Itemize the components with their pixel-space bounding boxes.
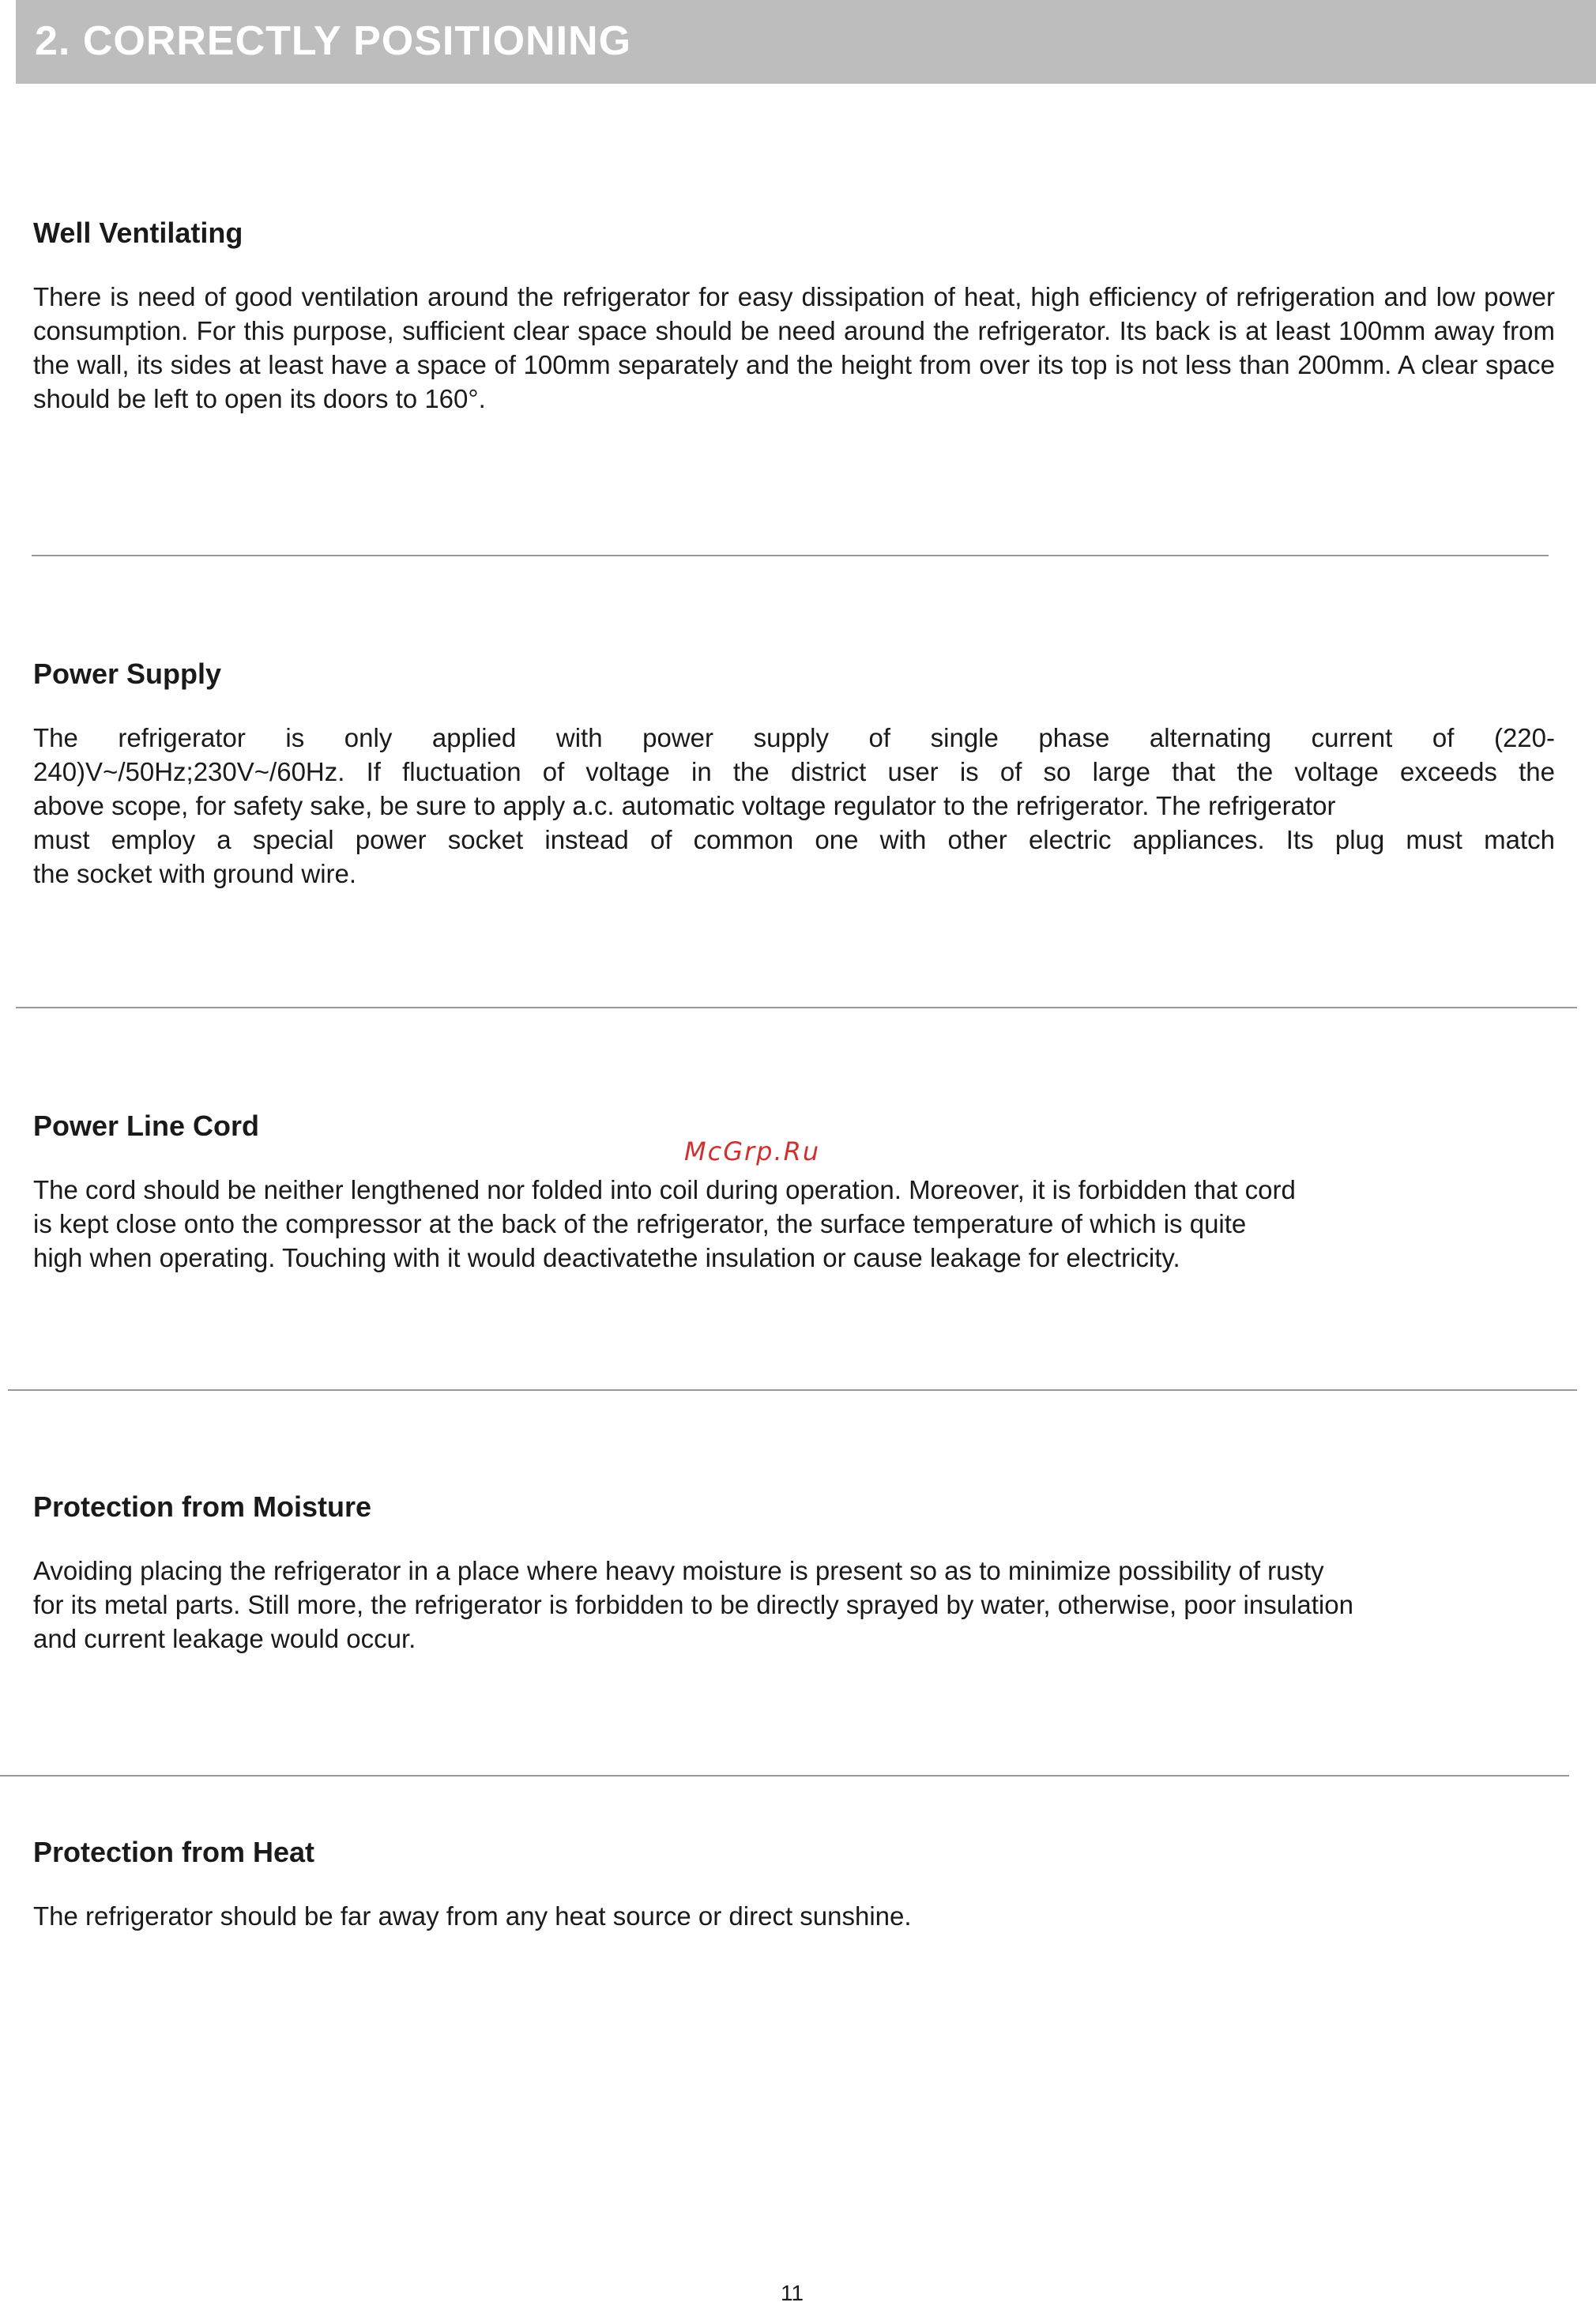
section-heading: Power Supply [33, 658, 222, 690]
body-line: 240)V~/50Hz;230V~/60Hz. If fluctuation of voltage in the district user is of so large that the voltage exceeds the [33, 757, 1555, 786]
body-line: is kept close onto the compressor at the back of the refrigerator, the surface temperature of which is quite [33, 1209, 1247, 1238]
body-line: the socket with ground wire. [33, 859, 357, 888]
body-line: The refrigerator is only applied with power supply of single phase alternating current of (220- [33, 723, 1555, 752]
section-divider [8, 1389, 1577, 1391]
section-well-ventilating [33, 217, 1555, 416]
page-number: 11 [781, 2281, 804, 2305]
section-body: The refrigerator should be far away from any heat source or direct sunshine. [33, 1901, 912, 1931]
section-power-supply [33, 658, 1555, 891]
body-line: must employ a special power socket instead of common one with other electric appliances. Its plug must match [33, 825, 1555, 854]
section-header-bar [16, 0, 1596, 84]
body-line: and current leakage would occur. [33, 1624, 416, 1653]
page-title: 2. CORRECTLY POSITIONING [35, 18, 632, 64]
section-protection-moisture [33, 1490, 1555, 1656]
section-body [33, 1173, 1555, 1275]
section-heading: Protection from Moisture [33, 1490, 372, 1523]
section-protection-heat [33, 1836, 1555, 1933]
section-heading: Protection from Heat [33, 1836, 315, 1868]
body-line: The cord should be neither lengthened nor folded into coil during operation. Moreover, it is forbidden that cord [33, 1175, 1296, 1204]
body-line: above scope, for safety sake, be sure to apply a.c. automatic voltage regulator to the refrigerator. The refrigerator [33, 791, 1336, 820]
body-line: Avoiding placing the refrigerator in a place where heavy moisture is present so as to minimize possibility of rusty [33, 1556, 1324, 1585]
section-divider [16, 1007, 1577, 1008]
watermark-text: McGrp.Ru [684, 1136, 821, 1166]
section-body: There is need of good ventilation around the refrigerator for easy dissipation of heat, high efficiency of refrigeration and low power consumption. For this purpose, sufficient clear space should be need around the refrigerator. Its back is at least 100mm away from the wall, its sides at least have a space of 100mm separately and the height from over its top is not less than 200mm. A clear space should be left to open its doors to 160°. [33, 282, 1555, 413]
section-body [33, 721, 1555, 891]
section-heading: Power Line Cord [33, 1110, 260, 1142]
section-divider [32, 555, 1549, 556]
body-line: high when operating. Touching with it would deactivatethe insulation or cause leakage for electricity. [33, 1243, 1180, 1272]
section-power-line-cord [33, 1110, 1555, 1275]
body-line: for its metal parts. Still more, the refrigerator is forbidden to be directly sprayed by water, otherwise, poor insulation [33, 1590, 1353, 1619]
section-body [33, 1554, 1555, 1656]
section-heading: Well Ventilating [33, 217, 243, 249]
section-divider [0, 1775, 1569, 1777]
